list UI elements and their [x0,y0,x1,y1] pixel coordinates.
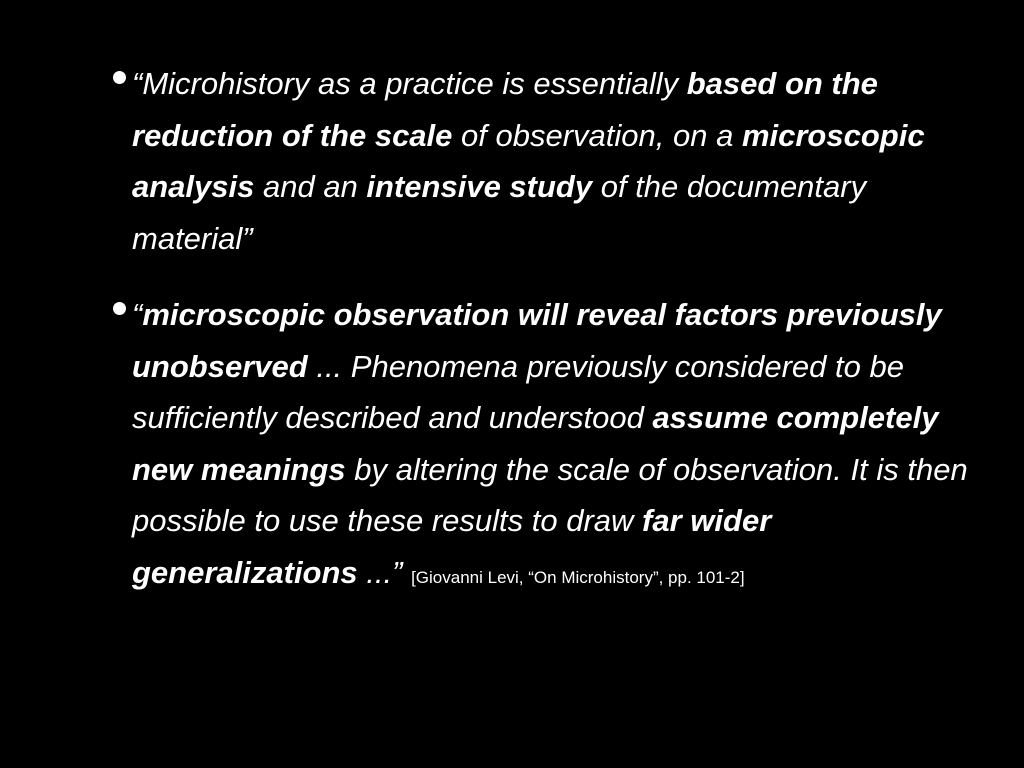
text-segment: by altering the scale of observation. It is then possible to use these results to draw [132,451,968,538]
text-segment-bold: microscopic analysis [132,117,925,204]
text-segment: “Microhistory as a practice is essentially [132,66,687,101]
text-segment-bold: intensive study [366,169,593,204]
text-segment: of observation, on a [452,117,742,153]
text-segment: of the documentary material” [132,169,867,256]
bullet-dot-icon [113,71,126,84]
text-segment-bold: microscopic observation will reveal factors previously unobserved [132,297,942,384]
bullet-item-microscopic-observation [110,289,990,598]
bullet-list [110,58,990,598]
text-segment: ... Phenomena previously considered to be sufficiently described and understood [132,348,904,435]
bullet-text [132,66,925,256]
bullet-item-microhistory-practice [110,58,990,264]
text-segment-bold: assume completely new meanings [132,400,939,487]
bullet-text [132,297,968,590]
text-segment-bold: far wider generalizations [132,503,772,590]
text-segment-bold: based on the reduction of the scale [132,66,878,153]
text-segment: ...” [357,554,412,590]
bullet-dot-icon [113,302,126,315]
text-segment: and an [254,169,367,204]
citation: [Giovanni Levi, “On Microhistory”, pp. 101-2] [411,567,745,587]
text-segment: “ [132,297,143,332]
